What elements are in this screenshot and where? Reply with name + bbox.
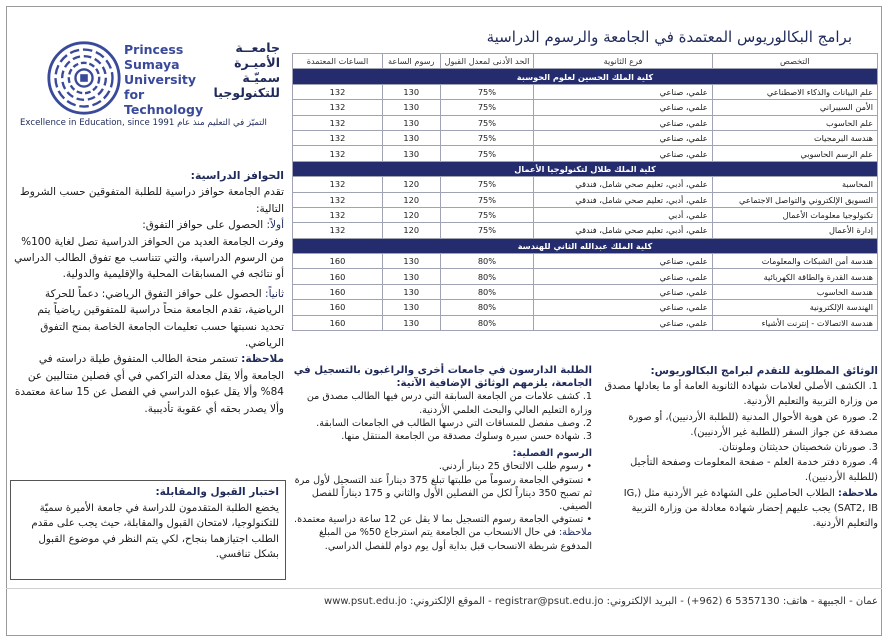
cell-specialization: هندسة القدرة والطاقة الكهربائية: [712, 269, 877, 284]
header-credit-hours: الساعات المعتمدة: [293, 54, 383, 69]
cell-branch: علمي، صناعي: [534, 146, 712, 161]
table-row: [293, 269, 878, 284]
cell-specialization: علم الحاسوب: [712, 115, 877, 130]
cell-specialization: الأمن السيبراني: [712, 100, 877, 115]
header-hour-fee: رسوم الساعة: [382, 54, 440, 69]
cell-min-average: 75%: [440, 100, 534, 115]
transfer-item: 3. شهادة حسن سيرة وسلوك مصدقة من الجامعة المنتقل منها.: [341, 431, 592, 443]
programs-table: [292, 53, 878, 331]
header-min-average: الحد الأدنى لمعدل القبول: [440, 54, 534, 69]
cell-min-average: 75%: [440, 192, 534, 207]
cell-specialization: علم البيانات والذكاء الاصطناعي: [712, 84, 877, 99]
cell-credit-hours: 132: [293, 115, 383, 130]
transfer-item: 1. كشف علامات من الجامعة السابقة التي درس فيها الطالب مصدق من وزارة التعليم العالي والبحث العلمي الأردنية.: [306, 391, 592, 416]
transfer-note: ملاحظة: في حال الانسحاب من الجامعة يتم استرجاع 50% من المبلغ المدفوع شريطة الانسحاب قبل بداية أول يوم دوام للفصل الدراسي.: [318, 527, 592, 552]
cell-branch: علمي، صناعي: [534, 269, 712, 284]
cell-min-average: 75%: [440, 146, 534, 161]
page-title: برامج البكالوريوس المعتمدة في الجامعة والرسوم الدراسية: [486, 28, 852, 46]
cell-specialization: التسويق الإلكتروني والتواصل الاجتماعي: [712, 192, 877, 207]
university-logo: [16, 36, 280, 148]
admission-text: يخضع الطلبة المتقدمون للدراسة في جامعة الأميرة سميّة للتكنولوجيا، لامتحان القبول والمقابلة، حيث يجب على مقدم الطلب اجتيازهما بنجاح، لكي يتم النظر في موضوع القبول بشكل تنافسي.: [31, 502, 279, 561]
cell-specialization: هندسة الحاسوب: [712, 284, 877, 299]
cell-min-average: 75%: [440, 177, 534, 192]
table-row: [293, 207, 878, 222]
cell-hour-fee: 130: [382, 254, 440, 269]
incentives-first: أولاً: الحصول على حوافز التفوق:: [142, 219, 284, 232]
incentives-section: [14, 168, 284, 417]
college-header-row: [293, 69, 878, 84]
table-row: [293, 254, 878, 269]
cell-specialization: إدارة الأعمال: [712, 223, 877, 238]
cell-hour-fee: 120: [382, 192, 440, 207]
cell-min-average: 80%: [440, 315, 534, 330]
cell-branch: علمي، أدبي، تعليم صحي شامل، فندقي: [534, 192, 712, 207]
cell-branch: علمي، صناعي: [534, 300, 712, 315]
cell-branch: علمي، صناعي: [534, 115, 712, 130]
university-seal-icon: [46, 40, 122, 116]
table-row: [293, 84, 878, 99]
cell-specialization: هندسة البرمجيات: [712, 130, 877, 145]
cell-hour-fee: 130: [382, 284, 440, 299]
fee-item: • تستوفي الجامعة رسوم التسجيل بما لا يقل عن 12 ساعة دراسية معتمدة.: [294, 514, 592, 526]
cell-specialization: تكنولوجيا معلومات الأعمال: [712, 207, 877, 222]
incentives-intro: تقدم الجامعة حوافز دراسية للطلبة المتفوقين حسب الشروط التالية:: [20, 186, 284, 215]
cell-branch: علمي، أدبي، تعليم صحي شامل، فندقي: [534, 223, 712, 238]
document-item: 4. صورة دفتر خدمة العلم - صفحة المعلومات وصفحة التأجيل (للطلبة الأردنيين).: [630, 457, 878, 484]
cell-branch: علمي، أدبي: [534, 207, 712, 222]
cell-hour-fee: 130: [382, 100, 440, 115]
cell-min-average: 80%: [440, 284, 534, 299]
cell-credit-hours: 132: [293, 84, 383, 99]
table-row: [293, 300, 878, 315]
cell-hour-fee: 130: [382, 146, 440, 161]
fee-item: • تستوفي الجامعة رسوماً من طلبتها تبلغ 375 ديناراً عند التسجيل لأول مرة ثم تصبح 350 ديناراً لكل من الفصلين الأول والثاني و 175 ديناراً للفصل الصيفي.: [294, 474, 592, 513]
college-name: كلية الملك طلال لتكنولوجيا الأعمال: [293, 161, 878, 176]
cell-credit-hours: 160: [293, 300, 383, 315]
cell-hour-fee: 130: [382, 269, 440, 284]
logo-arabic-name: جامعــة الأميـرة سميّـة للتكنولوجيا: [213, 40, 280, 100]
fee-item: • رسوم طلب الالتحاق 25 دينار أردني.: [438, 461, 592, 473]
incentives-title: الحوافز الدراسية:: [190, 169, 284, 182]
cell-credit-hours: 132: [293, 177, 383, 192]
college-name: كلية الملك الحسين لعلوم الحوسبة: [293, 69, 878, 84]
documents-section: [604, 364, 878, 531]
cell-branch: علمي، صناعي: [534, 84, 712, 99]
logo-tagline: Excellence in Education, since 1991 التميّز في التعليم منذ عام: [20, 118, 267, 128]
cell-branch: علمي، صناعي: [534, 315, 712, 330]
cell-min-average: 75%: [440, 130, 534, 145]
cell-min-average: 75%: [440, 115, 534, 130]
cell-min-average: 80%: [440, 300, 534, 315]
cell-specialization: الهندسة الإلكترونية: [712, 300, 877, 315]
cell-credit-hours: 160: [293, 254, 383, 269]
cell-hour-fee: 130: [382, 84, 440, 99]
cell-hour-fee: 130: [382, 115, 440, 130]
cell-credit-hours: 160: [293, 269, 383, 284]
table-row: [293, 192, 878, 207]
incentives-second: ثانياً: الحصول على حوافز التفوق الرياضي: دعماً للحركة الرياضية، تقدم الجامعة منحاً دراسية للمتفوقين رياضياً يتم تحديد نسبتها حسب تعليمات الجامعة الخاصة بمنح التفوق الرياضي.: [37, 287, 284, 350]
header-branch: فرع الثانوية: [534, 54, 712, 69]
college-header-row: [293, 238, 878, 253]
incentives-note: ملاحظة: تستمر منحة الطالب المتفوق طيلة دراسته في الجامعة وألا يقل معدله التراكمي في أي فصلين متتاليين عن 84% وألا يقل عبؤه الدراسي في الفصل عن 15 ساعة معتمدة وألا يصدر بحقه أي عقوبة تأديبية.: [14, 353, 284, 415]
documents-note: ملاحظة: الطلاب الحاصلين على الشهادة غير الأردنية مثل (IG, SAT2, IB) يجب عليهم إحضار شهادة معادلة من وزارة التربية والتعليم الأردنية.: [623, 487, 878, 530]
table-row: [293, 100, 878, 115]
footer-contact: عمان - الجبيهة - هاتف: 5357130 6 (962+) - البريد الإلكتروني: registrar@psut.edu.jo - الموقع الإلكتروني: www.psut.edu.jo: [324, 596, 878, 607]
cell-credit-hours: 132: [293, 100, 383, 115]
documents-title: الوثائق المطلوبة للتقدم لبرامج البكالوريوس:: [650, 365, 878, 377]
admission-title: اختبار القبول والمقابلة:: [155, 486, 279, 498]
cell-credit-hours: 160: [293, 284, 383, 299]
table-row: [293, 130, 878, 145]
document-item: 3. صورتان شخصيتان حديثتان وملونتان.: [718, 442, 878, 454]
cell-min-average: 80%: [440, 254, 534, 269]
cell-credit-hours: 132: [293, 223, 383, 238]
cell-min-average: 75%: [440, 207, 534, 222]
table-row: [293, 177, 878, 192]
cell-credit-hours: 132: [293, 207, 383, 222]
cell-hour-fee: 120: [382, 223, 440, 238]
cell-hour-fee: 120: [382, 207, 440, 222]
cell-branch: علمي، صناعي: [534, 254, 712, 269]
document-item: 1. الكشف الأصلي لعلامات شهادة الثانوية العامة أو ما يعادلها مصدق من وزارة التربية والتعليم الأردنية.: [604, 381, 878, 408]
cell-branch: علمي، أدبي، تعليم صحي شامل، فندقي: [534, 177, 712, 192]
cell-hour-fee: 130: [382, 315, 440, 330]
cell-min-average: 75%: [440, 223, 534, 238]
transfer-section: [292, 364, 592, 553]
fees-title: الرسوم الفصلية:: [512, 448, 592, 460]
cell-specialization: علم الرسم الحاسوبي: [712, 146, 877, 161]
cell-specialization: هندسة أمن الشبكات والمعلومات: [712, 254, 877, 269]
cell-credit-hours: 132: [293, 146, 383, 161]
document-item: 2. صورة عن هوية الأحوال المدنية (للطلبة الأردنيين)، أو صورة مصدقة عن جواز السفر (للطلبة غير الأردنيين).: [628, 411, 878, 438]
cell-branch: علمي، صناعي: [534, 100, 712, 115]
cell-branch: علمي، صناعي: [534, 284, 712, 299]
logo-english-name: Princess Sumaya University for Technology: [124, 42, 204, 117]
table-row: [293, 115, 878, 130]
table-row: [293, 223, 878, 238]
cell-hour-fee: 130: [382, 300, 440, 315]
cell-credit-hours: 132: [293, 192, 383, 207]
transfer-title: الطلبة الدارسون في جامعات أخرى والراغبون بالتسجيل في الجامعة، يلزمهم الوثائق الإضافية الآتية:: [293, 365, 592, 390]
admission-box: [10, 480, 286, 580]
transfer-item: 2. وصف مفصل للمساقات التي درسها الطالب في الجامعات السابقة.: [316, 417, 592, 429]
cell-credit-hours: 132: [293, 130, 383, 145]
table-row: [293, 146, 878, 161]
header-specialization: التخصص: [712, 54, 877, 69]
cell-specialization: المحاسبة: [712, 177, 877, 192]
footer-divider: [6, 588, 882, 589]
cell-specialization: هندسة الاتصالات - إنترنت الأشياء: [712, 315, 877, 330]
cell-branch: علمي، صناعي: [534, 130, 712, 145]
cell-credit-hours: 160: [293, 315, 383, 330]
table-row: [293, 315, 878, 330]
college-header-row: [293, 161, 878, 176]
table-row: [293, 284, 878, 299]
table-header-row: [293, 54, 878, 69]
cell-min-average: 80%: [440, 269, 534, 284]
college-name: كلية الملك عبدالله الثاني للهندسة: [293, 238, 878, 253]
cell-min-average: 75%: [440, 84, 534, 99]
incentives-first-body: وفرت الجامعة العديد من الحوافز الدراسية تصل لغاية 100% من الرسوم الدراسية، والتي تتناسب مع تفوق الطالب الدراسي أو نتائجه في المسابقات المحلية والإقليمية والدولية.: [14, 235, 284, 281]
cell-hour-fee: 120: [382, 177, 440, 192]
cell-hour-fee: 130: [382, 130, 440, 145]
